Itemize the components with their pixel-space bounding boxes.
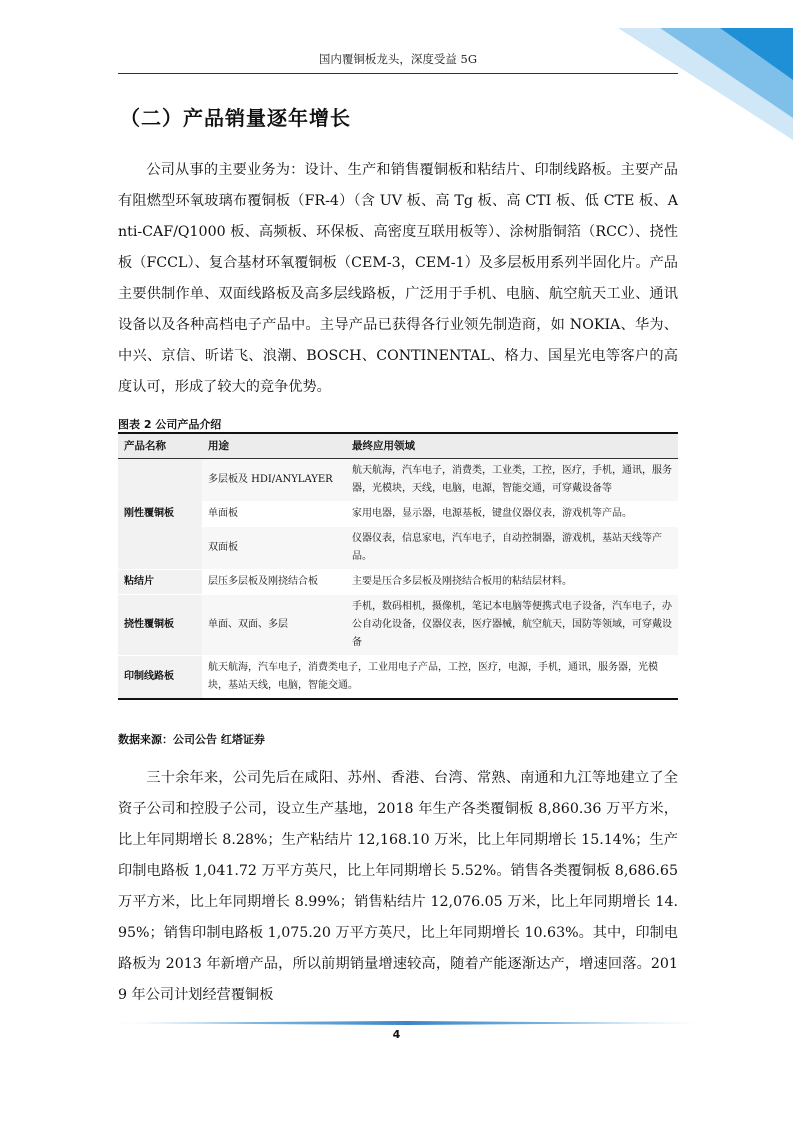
category-flex: 挠性覆铜板 — [118, 595, 202, 656]
paragraph-production: 三十余年来，公司先后在咸阳、苏州、香港、台湾、常熟、南通和九江等地建立了全资子公司和控股子公司，设立生产基地，2018 年生产各类覆铜板 8,860.36 万平方米，比上年同期增长 8.28%；生产粘结片 12,168.10 万米，比上年同期增长 15.14%；生产印制电路板 1,041.72 万平方英尺，比上年同期增长 5.52%。销售各类覆铜板 8,686.65 万平方米，比上年同期增长 8.99%；销售粘结片 12,076.05 万米，比上年同期增长 14.95%；销售印制电路板 1,075.20 万平方英尺，比上年同期增长 10.63%。其中，印制电路板为 2013 年新增产品，所以前期销量增速较高，随着产能逐渐达产，增速回落。2019 年公司计划经营覆铜板 — [118, 770, 678, 1003]
data-source: 数据来源：公司公告 红塔证券 — [118, 733, 265, 746]
paragraph-business: 公司从事的主要业务为：设计、生产和销售覆铜板和粘结片、印制线路板。主要产品有阻燃型环氧玻璃布覆铜板（FR-4）（含 UV 板、高 Tg 板、高 CTI 板、低 CTE 板、Anti-CAF/Q1000 板、高频板、环保板、高密度互联用板等）、涂树脂铜箔（RCC）、挠性板（FCCL）、复合基材环氧覆铜板（CEM-3，CEM-1）及多层板用系列半固化片。产品主要供制作单、双面线路板及高多层线路板，广泛用于手机、电脑、航空航天工业、通讯设备以及各种高档电子产品中。主导产品已获得各行业领先制造商，如 NOKIA、华为、中兴、京信、昕诺飞、浪潮、BOSCH、CONTINENTAL、格力、国星光电等客户的高度认可，形成了较大的竞争优势。 — [118, 162, 678, 395]
category-rigid: 刚性覆铜板 — [118, 459, 202, 570]
rigid-app-multilayer: 航天航海，汽车电子，消费类，工业类，工控，医疗，手机，通讯，服务器，光模块，天线，电脑，电源，智能交通，可穿戴设备等 — [346, 459, 678, 502]
header-use: 用途 — [202, 433, 346, 459]
table-row — [118, 459, 678, 502]
footer-divider — [118, 1021, 698, 1025]
table-row — [118, 502, 678, 527]
rigid-use-single: 单面板 — [202, 502, 346, 527]
table-row — [118, 527, 678, 570]
category-prepreg: 粘结片 — [118, 570, 202, 595]
page-number: 4 — [392, 1028, 401, 1041]
flex-app: 手机，数码相机，摄像机，笔记本电脑等便携式电子设备，汽车电子，办公自动化设备，仪器仪表，医疗器械，航空航天，国防等领域，可穿戴设备 — [346, 595, 678, 656]
table-header-row — [118, 433, 678, 459]
header-divider — [118, 73, 678, 74]
table-row — [118, 570, 678, 595]
rigid-app-double: 仪器仪表，信息家电，汽车电子，自动控制器，游戏机，基站天线等产品。 — [346, 527, 678, 570]
header-application: 最终应用领域 — [346, 433, 678, 459]
rigid-app-single: 家用电器，显示器，电源基板，键盘仪器仪表，游戏机等产品。 — [346, 502, 678, 527]
table-row — [118, 595, 678, 656]
section-title: （二）产品销量逐年增长 — [120, 106, 351, 130]
page-header: 国内覆铜板龙头，深度受益 5G — [318, 52, 478, 66]
product-table — [118, 432, 678, 700]
corner-decoration — [0, 0, 793, 140]
rigid-use-multilayer: 多层板及 HDI/ANYLAYER — [202, 459, 346, 502]
category-pcb: 印制线路板 — [118, 656, 202, 700]
table-row — [118, 656, 678, 700]
rigid-use-double: 双面板 — [202, 527, 346, 570]
header-product-name: 产品名称 — [118, 433, 202, 459]
flex-use: 单面、双面、多层 — [202, 595, 346, 656]
pcb-app: 航天航海，汽车电子，消费类电子，工业用电子产品，工控，医疗，电源，手机，通讯，服务器，光模块，基站天线，电脑，智能交通。 — [202, 656, 678, 700]
prepreg-app: 主要是压合多层板及刚挠结合板用的粘结层材料。 — [346, 570, 678, 595]
figure-title: 图表 2 公司产品介绍 — [118, 418, 222, 431]
prepreg-use: 层压多层板及刚挠结合板 — [202, 570, 346, 595]
